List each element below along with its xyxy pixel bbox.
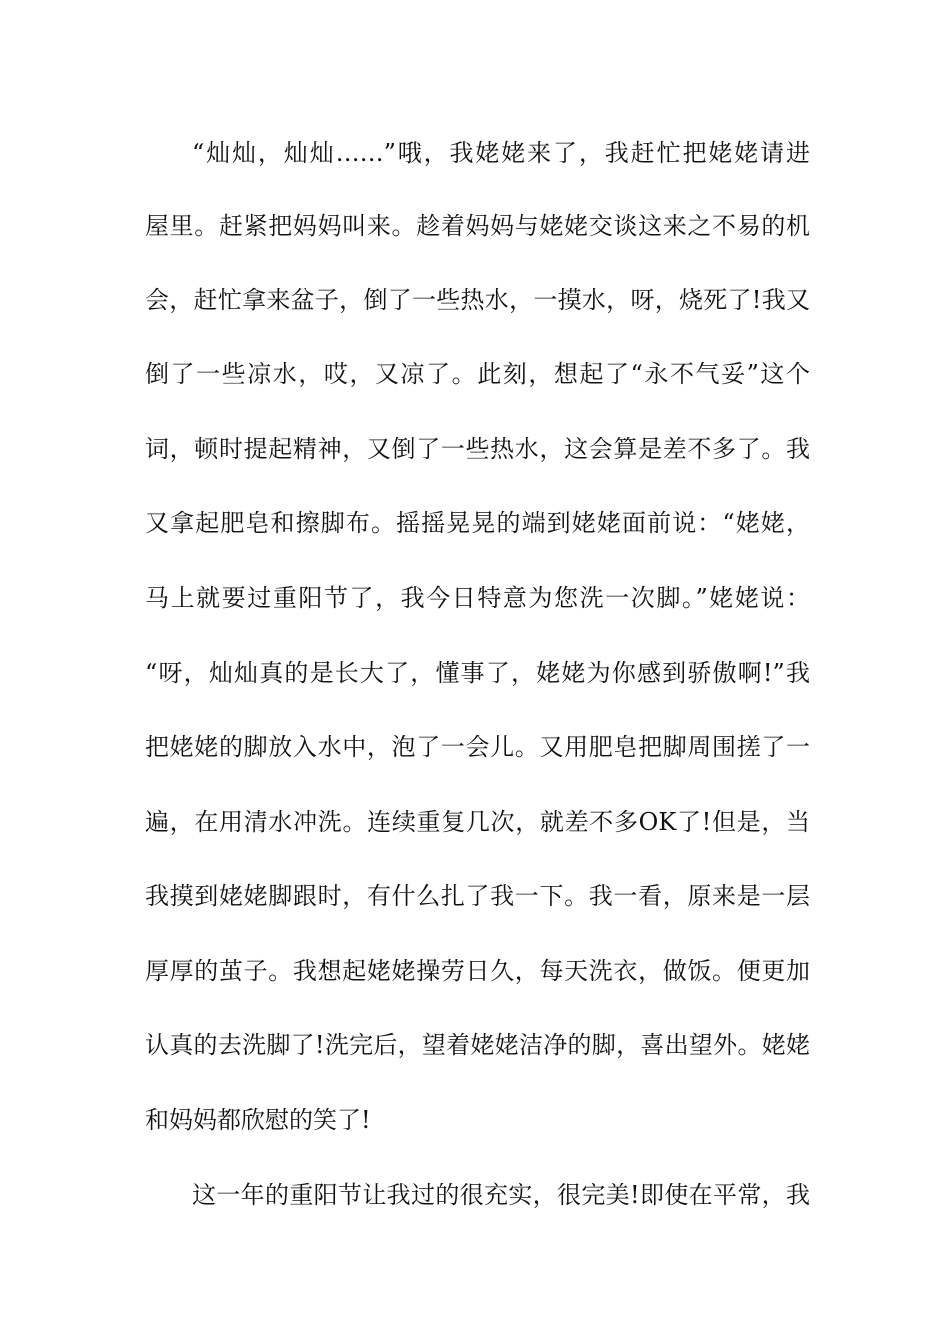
paragraph-1-line-4: 倒了一些凉水，哎，又凉了。此刻，想起了“永不气妥”这个 xyxy=(145,360,810,388)
paragraph-1-line-6: 又拿起肥皂和擦脚布。摇摇晃晃的端到姥姥面前说：“姥姥， xyxy=(145,509,810,537)
paragraph-1-line-10: 遍，在用清水冲洗。连续重复几次，就差不多OK了!但是，当 xyxy=(145,808,810,836)
paragraph-1-line-13: 认真的去洗脚了!洗完后，望着姥姥洁净的脚，喜出望外。姥姥 xyxy=(145,1031,810,1059)
paragraph-1-line-14: 和妈妈都欣慰的笑了! xyxy=(145,1106,371,1134)
paragraph-1-line-7: 马上就要过重阳节了，我今日特意为您洗一次脚。”姥姥说： xyxy=(145,584,810,612)
paragraph-1-line-5: 词，顿时提起精神，又倒了一些热水，这会算是差不多了。我 xyxy=(145,435,810,463)
paragraph-2-line-1: 这一年的重阳节让我过的很充实，很完美!即使在平常，我 xyxy=(192,1181,810,1209)
paragraph-1-line-3: 会，赶忙拿来盆子，倒了一些热水，一摸水，呀，烧死了!我又 xyxy=(145,286,810,314)
paragraph-1-line-12: 厚厚的茧子。我想起姥姥操劳日久，每天洗衣，做饭。便更加 xyxy=(145,957,810,985)
paragraph-1-line-9: 把姥姥的脚放入水中，泡了一会儿。又用肥皂把脚周围搓了一 xyxy=(145,733,810,761)
paragraph-1-line-8: “呀，灿灿真的是长大了，懂事了，姥姥为你感到骄傲啊!”我 xyxy=(145,659,810,687)
paragraph-1-line-2: 屋里。赶紧把妈妈叫来。趁着妈妈与姥姥交谈这来之不易的机 xyxy=(145,212,810,240)
paragraph-1-line-11: 我摸到姥姥脚跟时，有什么扎了我一下。我一看，原来是一层 xyxy=(145,882,810,910)
paragraph-1-line-1: “灿灿，灿灿……”哦，我姥姥来了，我赶忙把姥姥请进 xyxy=(192,139,810,167)
